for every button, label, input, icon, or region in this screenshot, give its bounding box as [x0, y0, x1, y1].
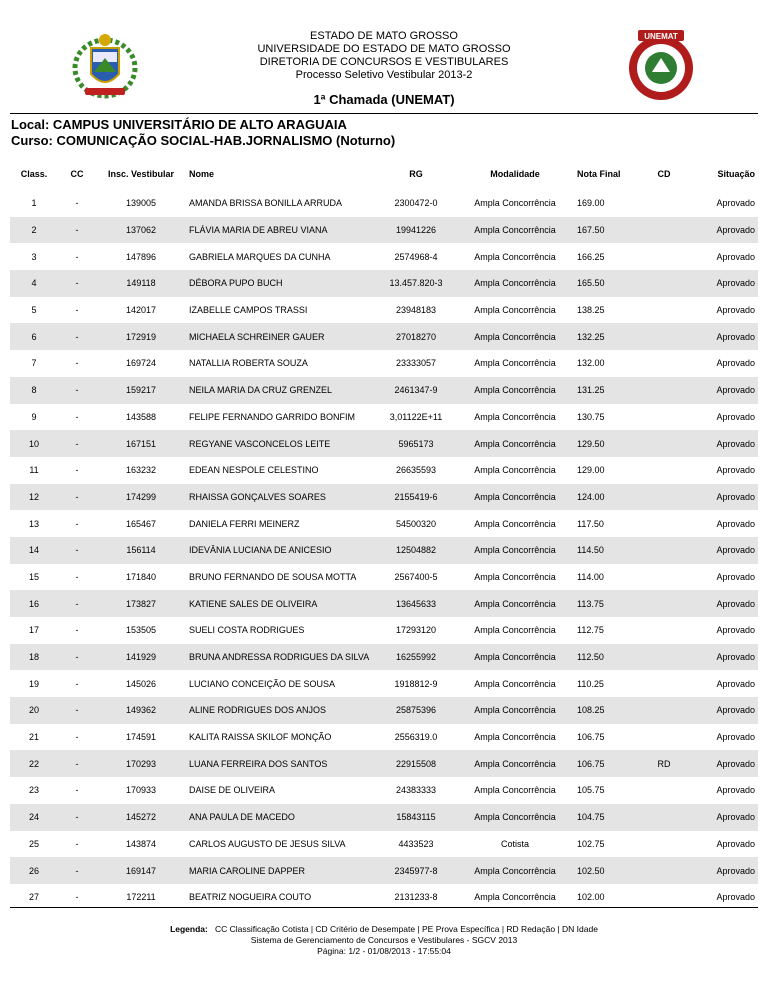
cell-insc: 156114	[96, 537, 186, 564]
cell-cd	[644, 270, 684, 297]
cell-cd	[644, 804, 684, 831]
cell-classe: 16	[10, 590, 58, 617]
cell-rg: 5965173	[376, 430, 456, 457]
cell-nome: GABRIELA MARQUES DA CUNHA	[189, 251, 331, 262]
cell-classe: 7	[31, 358, 37, 369]
cell-classe: 20	[10, 697, 58, 724]
cell-nota: 132.25	[574, 323, 644, 350]
cell-modalidade: Ampla Concorrência	[456, 750, 574, 777]
cell-classe: 23	[28, 785, 39, 796]
cell-nota: 117.50	[577, 518, 604, 529]
cell-rg: 24383333	[395, 785, 437, 796]
cell-cc: -	[58, 804, 96, 831]
cell-cc: -	[75, 838, 79, 849]
cell-modalidade: Ampla Concorrência	[456, 537, 574, 564]
legend-label: Legenda:	[170, 924, 208, 934]
cell-nome: FLÁVIA MARIA DE ABREU VIANA	[186, 217, 376, 244]
col-nota: Nota Final	[577, 169, 621, 179]
cell-rg: 15843115	[376, 804, 456, 831]
table-row	[10, 270, 758, 297]
cell-rg: 19941226	[376, 217, 456, 244]
cell-rg: 17293120	[395, 625, 437, 636]
cell-situacao: Aprovado	[684, 270, 758, 297]
cell-modalidade: Ampla Concorrência	[456, 644, 574, 671]
cell-rg: 2131233-8	[394, 892, 438, 903]
cell-classe: 22	[10, 750, 58, 777]
cell-rg: 3,01122E+11	[389, 411, 443, 422]
cell-situacao: Aprovado	[716, 732, 755, 743]
cell-cc: -	[58, 217, 96, 244]
header-process: Processo Seletivo Vestibular 2013-2	[295, 69, 473, 81]
cell-situacao: Aprovado	[684, 697, 758, 724]
cell-nome: REGYANE VASCONCELOS LEITE	[186, 430, 376, 457]
cell-cc: -	[75, 305, 79, 316]
table-row	[10, 777, 758, 804]
cell-cc: -	[75, 358, 79, 369]
cell-insc: 169147	[96, 857, 186, 884]
cell-modalidade: Ampla Concorrência	[474, 411, 556, 422]
cell-situacao: Aprovado	[684, 857, 758, 884]
cell-cc: -	[75, 571, 79, 582]
unemat-logo-text: UNEMAT	[644, 32, 678, 41]
cell-classe: 25	[28, 838, 39, 849]
cell-classe: 21	[28, 732, 39, 743]
cell-nome: KALITA RAISSA SKILOF MONÇÃO	[189, 732, 332, 743]
table-row	[10, 430, 758, 457]
cell-cd	[644, 510, 684, 537]
cell-situacao: Aprovado	[716, 198, 755, 209]
col-rg: RG	[409, 169, 423, 179]
cell-rg: 27018270	[376, 323, 456, 350]
cell-cd	[644, 190, 684, 217]
cell-rg: 2300472-0	[394, 198, 438, 209]
cell-situacao: Aprovado	[684, 377, 758, 404]
cell-situacao: Aprovado	[684, 430, 758, 457]
cell-insc: 174299	[96, 484, 186, 511]
cell-rg: 13.457.820-3	[376, 270, 456, 297]
cell-nome: MARIA CAROLINE DAPPER	[186, 857, 376, 884]
cell-classe: 17	[28, 625, 39, 636]
table-row	[10, 217, 758, 244]
cell-classe: 26	[10, 857, 58, 884]
cell-modalidade: Ampla Concorrência	[474, 892, 556, 903]
cell-insc: 147896	[125, 251, 157, 262]
col-insc: Insc. Vestibular	[107, 169, 175, 179]
cell-modalidade: Ampla Concorrência	[456, 217, 574, 244]
cell-cc: -	[58, 750, 96, 777]
cell-cc: -	[75, 251, 79, 262]
cell-classe: 19	[28, 678, 39, 689]
cell-cc: -	[75, 625, 79, 636]
cell-classe: 8	[10, 377, 58, 404]
cell-nome: DÉBORA PUPO BUCH	[186, 270, 376, 297]
cell-cd	[644, 724, 684, 751]
cell-cd	[644, 564, 684, 591]
cell-nota: 167.50	[574, 217, 644, 244]
cell-situacao: Aprovado	[684, 484, 758, 511]
cell-modalidade: Ampla Concorrência	[474, 571, 556, 582]
cell-rg: 2556319.0	[394, 732, 438, 743]
cell-modalidade: Ampla Concorrência	[456, 430, 574, 457]
cell-nome: SUELI COSTA RODRIGUES	[189, 625, 305, 636]
table-row	[10, 404, 758, 431]
cell-cd	[644, 484, 684, 511]
cell-cd	[644, 537, 684, 564]
cell-classe: 12	[10, 484, 58, 511]
cell-nome: NATALLIA ROBERTA SOUZA	[189, 358, 308, 369]
cell-modalidade: Ampla Concorrência	[474, 305, 556, 316]
cell-rg: 2345977-8	[376, 857, 456, 884]
table-row	[10, 297, 758, 324]
table-row	[10, 510, 758, 537]
cell-cd: RD	[644, 750, 684, 777]
table-row	[10, 377, 758, 404]
table-row	[10, 243, 758, 270]
cell-cc: -	[58, 590, 96, 617]
cell-modalidade: Ampla Concorrência	[456, 590, 574, 617]
cell-cc: -	[75, 518, 79, 529]
table-row	[10, 697, 758, 724]
cell-modalidade: Ampla Concorrência	[474, 732, 556, 743]
cell-modalidade: Ampla Concorrência	[456, 804, 574, 831]
cell-situacao: Aprovado	[716, 785, 755, 796]
results-table	[10, 158, 758, 911]
cell-classe: 5	[31, 305, 37, 316]
cell-insc: 165467	[125, 518, 157, 529]
cell-situacao: Aprovado	[716, 678, 755, 689]
cell-nome: NEILA MARIA DA CRUZ GRENZEL	[186, 377, 376, 404]
curso-label: Curso: COMUNICAÇÃO SOCIAL-HAB.JORNALISMO (Noturno)	[11, 133, 396, 148]
table-row	[10, 831, 758, 858]
cell-cd	[644, 644, 684, 671]
local-label: Local: CAMPUS UNIVERSITÁRIO DE ALTO ARAGUAIA	[11, 117, 347, 132]
legend-text: CC Classificação Cotista | CD Critério de Desempate | PE Prova Específica | RD Redação | DN Idade	[214, 924, 598, 934]
table-row	[10, 484, 758, 511]
table-row	[10, 457, 758, 484]
cell-nota: 169.00	[577, 198, 605, 209]
table-row	[10, 750, 758, 777]
cell-cc: -	[58, 377, 96, 404]
cell-nota: 132.00	[577, 358, 605, 369]
cell-modalidade: Ampla Concorrência	[456, 377, 574, 404]
cell-insc: 172919	[96, 323, 186, 350]
col-cc: CC	[70, 169, 84, 179]
cell-modalidade: Ampla Concorrência	[456, 270, 574, 297]
cell-classe: 24	[10, 804, 58, 831]
cell-cc: -	[58, 270, 96, 297]
cell-nome: FELIPE FERNANDO GARRIDO BONFIM	[189, 411, 356, 422]
cell-cd	[644, 670, 684, 697]
legend	[0, 924, 768, 957]
cell-nota: 102.00	[577, 892, 605, 903]
cell-nome: LUANA FERREIRA DOS SANTOS	[186, 750, 376, 777]
cell-cc: -	[58, 644, 96, 671]
cell-cd	[644, 777, 684, 804]
cell-situacao: Aprovado	[716, 892, 755, 903]
header-directorate: DIRETORIA DE CONCURSOS E VESTIBULARES	[259, 56, 509, 68]
cell-situacao: Aprovado	[716, 518, 755, 529]
cell-modalidade: Ampla Concorrência	[474, 678, 556, 689]
cell-situacao: Aprovado	[684, 537, 758, 564]
cell-nome: LUCIANO CONCEIÇÃO DE SOUSA	[189, 678, 336, 689]
cell-nota: 102.75	[577, 838, 605, 849]
cell-rg: 26635593	[395, 465, 437, 476]
cell-nome: RHAISSA GONÇALVES SOARES	[186, 484, 376, 511]
table-row	[10, 857, 758, 884]
cell-rg: 25875396	[376, 697, 456, 724]
cell-insc: 169724	[125, 358, 157, 369]
cell-situacao: Aprovado	[684, 644, 758, 671]
cell-cc: -	[58, 697, 96, 724]
cell-rg: 23333057	[395, 358, 437, 369]
cell-classe: 6	[10, 323, 58, 350]
cell-nota: 105.75	[577, 785, 605, 796]
cell-insc: 137062	[96, 217, 186, 244]
cell-rg: 13645633	[376, 590, 456, 617]
cell-cd	[644, 590, 684, 617]
cell-cd	[644, 430, 684, 457]
cell-cc: -	[58, 323, 96, 350]
cell-situacao: Aprovado	[716, 305, 755, 316]
cell-insc: 174591	[125, 732, 157, 743]
cell-cd	[644, 457, 684, 484]
cell-insc: 149362	[96, 697, 186, 724]
col-modalidade: Modalidade	[490, 169, 540, 179]
col-classe: Class.	[20, 169, 48, 179]
cell-insc: 167151	[96, 430, 186, 457]
cell-nota: 130.75	[577, 411, 605, 422]
cell-modalidade: Ampla Concorrência	[456, 484, 574, 511]
cell-modalidade: Ampla Concorrência	[474, 785, 556, 796]
system-name: Sistema de Gerenciamento de Concursos e Vestibulares - SGCV 2013	[250, 935, 518, 945]
header-chamada: 1ª Chamada (UNEMAT)	[313, 92, 455, 107]
cell-cd	[644, 697, 684, 724]
cell-insc: 163232	[125, 465, 157, 476]
table-row	[10, 670, 758, 697]
table-row	[10, 537, 758, 564]
table-row	[10, 564, 758, 591]
cell-insc: 170933	[125, 785, 157, 796]
cell-modalidade: Ampla Concorrência	[456, 857, 574, 884]
cell-nota: 129.50	[574, 430, 644, 457]
table-row	[10, 350, 758, 377]
cell-nota: 138.25	[577, 305, 605, 316]
cell-rg: 2574968-4	[394, 251, 438, 262]
cell-cc: -	[75, 785, 79, 796]
cell-insc: 145026	[125, 678, 157, 689]
cell-nome: CARLOS AUGUSTO DE JESUS SILVA	[189, 838, 346, 849]
cell-insc: 149118	[96, 270, 186, 297]
cell-classe: 18	[10, 644, 58, 671]
cell-modalidade: Ampla Concorrência	[456, 323, 574, 350]
cell-classe: 2	[10, 217, 58, 244]
cell-situacao: Aprovado	[716, 625, 755, 636]
cell-cc: -	[75, 411, 79, 422]
cell-situacao: Aprovado	[684, 804, 758, 831]
cell-cd	[644, 857, 684, 884]
cell-nome: EDEAN NESPOLE CELESTINO	[189, 465, 319, 476]
cell-nota: 112.50	[574, 644, 644, 671]
cell-modalidade: Ampla Concorrência	[474, 358, 556, 369]
table-row	[10, 323, 758, 350]
cell-modalidade: Ampla Concorrência	[474, 198, 556, 209]
cell-nota: 129.00	[577, 465, 605, 476]
cell-rg: 54500320	[395, 518, 437, 529]
cell-insc: 173827	[96, 590, 186, 617]
cell-rg: 2567400-5	[394, 571, 438, 582]
cell-classe: 13	[28, 518, 39, 529]
cell-classe: 14	[10, 537, 58, 564]
cell-rg: 4433523	[398, 838, 434, 849]
cell-insc: 142017	[125, 305, 157, 316]
table-row	[10, 617, 758, 644]
cell-insc: 170293	[96, 750, 186, 777]
cell-nota: 106.75	[574, 750, 644, 777]
cell-nome: IZABELLE CAMPOS TRASSI	[189, 305, 308, 316]
cell-insc: 153505	[125, 625, 157, 636]
cell-rg: 1918812-9	[394, 678, 438, 689]
cell-nome: ALINE RODRIGUES DOS ANJOS	[186, 697, 376, 724]
cell-nota: 114.50	[574, 537, 644, 564]
cell-cd	[644, 350, 684, 377]
cell-nota: 110.25	[577, 678, 604, 689]
cell-rg: 22915508	[376, 750, 456, 777]
cell-modalidade: Ampla Concorrência	[474, 625, 556, 636]
cell-nome: MICHAELA SCHREINER GAUER	[186, 323, 376, 350]
cell-nota: 124.00	[574, 484, 644, 511]
cell-situacao: Aprovado	[684, 750, 758, 777]
cell-nota: 166.25	[577, 251, 605, 262]
cell-cc: -	[75, 465, 79, 476]
cell-nota: 112.75	[577, 625, 604, 636]
cell-situacao: Aprovado	[716, 838, 755, 849]
table-header-row	[10, 158, 758, 190]
cell-nota: 165.50	[574, 270, 644, 297]
cell-cd	[644, 323, 684, 350]
cell-insc: 159217	[96, 377, 186, 404]
cell-nota: 104.75	[574, 804, 644, 831]
document-header	[0, 30, 768, 107]
cell-nota: 102.50	[574, 857, 644, 884]
cell-nome: KATIENE SALES DE OLIVEIRA	[186, 590, 376, 617]
cell-cd	[644, 243, 684, 270]
cell-cd	[644, 377, 684, 404]
table-row	[10, 644, 758, 671]
cell-cc: -	[75, 678, 79, 689]
cell-insc: 145272	[96, 804, 186, 831]
cell-classe: 1	[31, 198, 37, 209]
cell-nome: DANIELA FERRI MEINERZ	[189, 518, 300, 529]
cell-rg: 2155419-6	[376, 484, 456, 511]
cell-cd	[644, 831, 684, 858]
cell-situacao: Aprovado	[716, 358, 755, 369]
cell-situacao: Aprovado	[716, 465, 755, 476]
table-row	[10, 724, 758, 751]
cell-nota: 114.00	[577, 571, 604, 582]
page-info: Página: 1/2 - 01/08/2013 - 17:55:04	[317, 946, 451, 956]
cell-situacao: Aprovado	[684, 590, 758, 617]
cell-classe: 27	[28, 892, 39, 903]
legend-line	[0, 924, 768, 935]
cell-classe: 4	[10, 270, 58, 297]
col-cd: CD	[657, 169, 671, 179]
table-row	[10, 590, 758, 617]
header-divider	[10, 113, 758, 114]
cell-modalidade: Ampla Concorrência	[456, 697, 574, 724]
footer-divider	[10, 907, 758, 908]
cell-nome: BRUNA ANDRESSA RODRIGUES DA SILVA	[186, 644, 376, 671]
cell-situacao: Aprovado	[684, 323, 758, 350]
cell-insc: 143874	[125, 838, 157, 849]
cell-cc: -	[75, 892, 79, 903]
col-nome: Nome	[189, 169, 215, 179]
cell-rg: 2461347-9	[376, 377, 456, 404]
cell-insc: 139005	[125, 198, 157, 209]
header-state: ESTADO DE MATO GROSSO	[310, 30, 458, 42]
cell-modalidade: Ampla Concorrência	[474, 465, 556, 476]
cell-modalidade: Ampla Concorrência	[474, 251, 556, 262]
cell-nome: BRUNO FERNANDO DE SOUSA MOTTA	[189, 571, 357, 582]
cell-modalidade: Ampla Concorrência	[474, 518, 556, 529]
cell-cd	[644, 217, 684, 244]
table-row	[10, 804, 758, 831]
cell-cd	[644, 297, 684, 324]
cell-situacao: Aprovado	[684, 217, 758, 244]
cell-nome: IDEVÂNIA LUCIANA DE ANICESIO	[186, 537, 376, 564]
cell-rg: 16255992	[376, 644, 456, 671]
cell-nome: DAISE DE OLIVEIRA	[189, 785, 276, 796]
cell-situacao: Aprovado	[716, 411, 755, 422]
cell-classe: 9	[31, 411, 37, 422]
cell-nome: BEATRIZ NOGUEIRA COUTO	[189, 892, 312, 903]
cell-cd	[644, 617, 684, 644]
cell-nome: ANA PAULA DE MACEDO	[186, 804, 376, 831]
cell-insc: 171840	[125, 571, 157, 582]
cell-modalidade: Cotista	[500, 838, 529, 849]
col-situacao: Situação	[717, 169, 755, 179]
cell-classe: 15	[28, 571, 39, 582]
cell-insc: 143588	[125, 411, 157, 422]
cell-situacao: Aprovado	[716, 571, 755, 582]
cell-cc: -	[58, 537, 96, 564]
cell-insc: 172211	[126, 892, 156, 903]
course-info	[11, 117, 395, 149]
table-row	[10, 190, 758, 217]
cell-nota: 108.25	[574, 697, 644, 724]
cell-situacao: Aprovado	[716, 251, 755, 262]
cell-cc: -	[75, 732, 79, 743]
cell-classe: 10	[10, 430, 58, 457]
cell-nome: AMANDA BRISSA BONILLA ARRUDA	[189, 198, 343, 209]
cell-nota: 131.25	[574, 377, 644, 404]
cell-insc: 141929	[96, 644, 186, 671]
header-university: UNIVERSIDADE DO ESTADO DE MATO GROSSO	[257, 43, 511, 55]
cell-classe: 11	[29, 465, 39, 476]
cell-cc: -	[58, 857, 96, 884]
cell-cd	[644, 404, 684, 431]
cell-nota: 113.75	[574, 590, 644, 617]
cell-cc: -	[58, 484, 96, 511]
cell-cc: -	[75, 198, 79, 209]
cell-rg: 23948183	[395, 305, 437, 316]
cell-classe: 3	[31, 251, 37, 262]
cell-cc: -	[58, 430, 96, 457]
cell-rg: 12504882	[376, 537, 456, 564]
cell-nota: 106.75	[577, 732, 605, 743]
